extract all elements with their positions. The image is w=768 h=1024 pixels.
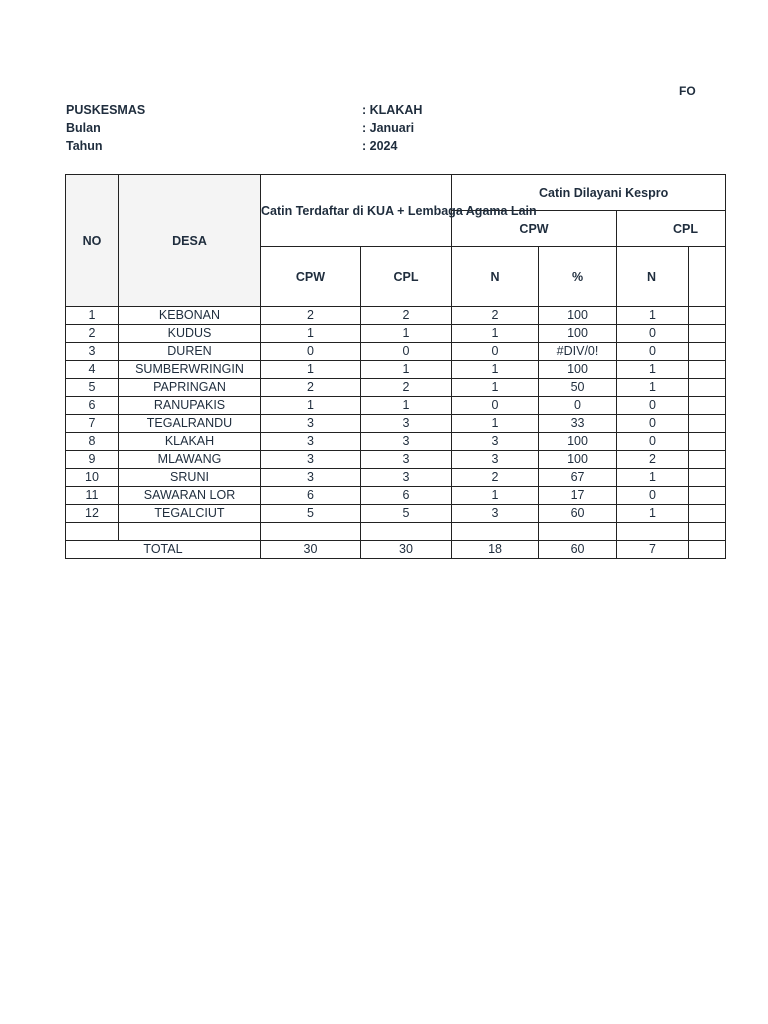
- cell-desa: DUREN: [119, 343, 261, 361]
- cell-n: 3: [452, 451, 539, 469]
- cell-desa: SAWARAN LOR: [119, 487, 261, 505]
- cell-no: 9: [66, 451, 119, 469]
- cell-pct: 33: [539, 415, 617, 433]
- header-terdaftar-cpw: CPW: [261, 247, 361, 307]
- table-row-empty: [66, 523, 726, 541]
- cell-total-pct2: [689, 541, 726, 559]
- cell-pct: 100: [539, 325, 617, 343]
- cell-n: 2: [452, 469, 539, 487]
- cell-total-pct: 60: [539, 541, 617, 559]
- cell-pct: 100: [539, 433, 617, 451]
- cell-empty: [119, 523, 261, 541]
- cell-cpl: 1: [361, 397, 452, 415]
- cell-n: 1: [452, 379, 539, 397]
- cell-cpl: 2: [361, 307, 452, 325]
- cell-n2: 1: [617, 469, 689, 487]
- cell-n: 1: [452, 487, 539, 505]
- cell-pct2: [689, 397, 726, 415]
- cell-cpw: 6: [261, 487, 361, 505]
- cell-cpw: 0: [261, 343, 361, 361]
- header-desa: DESA: [119, 175, 261, 307]
- cell-desa: KUDUS: [119, 325, 261, 343]
- cell-n: 0: [452, 397, 539, 415]
- cell-pct2: [689, 469, 726, 487]
- cell-pct2: [689, 505, 726, 523]
- cell-pct2: [689, 451, 726, 469]
- cell-total-label: TOTAL: [66, 541, 261, 559]
- header-no: NO: [66, 175, 119, 307]
- cell-n2: 0: [617, 487, 689, 505]
- table-row: [66, 361, 726, 379]
- cell-total-n: 18: [452, 541, 539, 559]
- cell-desa: TEGALRANDU: [119, 415, 261, 433]
- cell-pct: 100: [539, 307, 617, 325]
- cell-no: 6: [66, 397, 119, 415]
- table-row: [66, 433, 726, 451]
- cell-pct: 100: [539, 361, 617, 379]
- cell-cpw: 3: [261, 433, 361, 451]
- cell-no: 10: [66, 469, 119, 487]
- cell-n2: 1: [617, 307, 689, 325]
- cell-cpl: 3: [361, 451, 452, 469]
- cell-empty: [66, 523, 119, 541]
- cell-cpw: 3: [261, 451, 361, 469]
- cell-no: 5: [66, 379, 119, 397]
- cell-empty: [689, 523, 726, 541]
- meta-tahun-value: : 2024: [362, 139, 398, 153]
- cell-cpl: 0: [361, 343, 452, 361]
- cell-n: 1: [452, 361, 539, 379]
- cell-pct2: [689, 433, 726, 451]
- cell-pct2: [689, 307, 726, 325]
- cell-n2: 0: [617, 415, 689, 433]
- cell-empty: [361, 523, 452, 541]
- table-row: [66, 343, 726, 361]
- meta-puskesmas-value: : KLAKAH: [362, 103, 423, 117]
- cell-pct: 17: [539, 487, 617, 505]
- cell-pct2: [689, 379, 726, 397]
- header-dilayani-cpl: CPL: [617, 211, 726, 247]
- cell-pct: 67: [539, 469, 617, 487]
- table-row: [66, 379, 726, 397]
- header-dilayani-cpw: CPW: [452, 211, 617, 247]
- cell-n: 1: [452, 415, 539, 433]
- cell-cpw: 1: [261, 361, 361, 379]
- cell-total-n2: 7: [617, 541, 689, 559]
- meta-bulan-value: : Januari: [362, 121, 415, 135]
- cell-cpl: 1: [361, 361, 452, 379]
- cell-cpl: 3: [361, 433, 452, 451]
- header-dilayani-cpw-pct: %: [539, 247, 617, 307]
- cell-desa: KLAKAH: [119, 433, 261, 451]
- table-row-total: [66, 541, 726, 559]
- header-dilayani-cpl-n: N: [617, 247, 689, 307]
- cell-pct: 100: [539, 451, 617, 469]
- cell-cpw: 1: [261, 325, 361, 343]
- cell-pct2: [689, 361, 726, 379]
- cell-cpw: 3: [261, 415, 361, 433]
- cell-cpl: 6: [361, 487, 452, 505]
- cell-cpl: 1: [361, 325, 452, 343]
- cell-pct2: [689, 487, 726, 505]
- meta-tahun-label: Tahun: [66, 139, 103, 153]
- table-row: [66, 415, 726, 433]
- table-row: [66, 487, 726, 505]
- cell-cpl: 2: [361, 379, 452, 397]
- cell-no: 1: [66, 307, 119, 325]
- table-row: [66, 325, 726, 343]
- cell-desa: SRUNI: [119, 469, 261, 487]
- cell-pct: #DIV/0!: [539, 343, 617, 361]
- cell-n2: 1: [617, 379, 689, 397]
- cell-n: 1: [452, 325, 539, 343]
- cell-pct: 0: [539, 397, 617, 415]
- cell-cpw: 2: [261, 379, 361, 397]
- cell-pct2: [689, 325, 726, 343]
- cell-empty: [261, 523, 361, 541]
- table-row: [66, 397, 726, 415]
- cell-empty: [539, 523, 617, 541]
- cell-n2: 1: [617, 505, 689, 523]
- cell-pct: 60: [539, 505, 617, 523]
- cell-n: 0: [452, 343, 539, 361]
- cell-no: 8: [66, 433, 119, 451]
- cell-desa: KEBONAN: [119, 307, 261, 325]
- cell-n2: 1: [617, 361, 689, 379]
- header-dilayani-cpl-pct: [689, 247, 726, 307]
- cell-no: 2: [66, 325, 119, 343]
- cell-empty: [452, 523, 539, 541]
- cell-cpw: 2: [261, 307, 361, 325]
- cell-no: 4: [66, 361, 119, 379]
- cell-n2: 0: [617, 433, 689, 451]
- header-dilayani-cpw-n: N: [452, 247, 539, 307]
- cell-cpw: 5: [261, 505, 361, 523]
- header-catin-terdaftar: Catin Terdaftar di KUA + Lembaga Agama Lain: [261, 175, 452, 247]
- cell-pct2: [689, 415, 726, 433]
- cell-desa: TEGALCIUT: [119, 505, 261, 523]
- cell-desa: MLAWANG: [119, 451, 261, 469]
- cell-desa: RANUPAKIS: [119, 397, 261, 415]
- cell-total-cpw: 30: [261, 541, 361, 559]
- cell-empty: [617, 523, 689, 541]
- cell-n: 2: [452, 307, 539, 325]
- cell-n: 3: [452, 505, 539, 523]
- cell-cpl: 3: [361, 469, 452, 487]
- cell-total-cpl: 30: [361, 541, 452, 559]
- table-row: [66, 307, 726, 325]
- cell-cpl: 3: [361, 415, 452, 433]
- table-row: [66, 505, 726, 523]
- cell-desa: SUMBERWRINGIN: [119, 361, 261, 379]
- meta-puskesmas-label: PUSKESMAS: [66, 103, 146, 117]
- cell-no: 12: [66, 505, 119, 523]
- cell-cpw: 3: [261, 469, 361, 487]
- meta-bulan-label: Bulan: [66, 121, 101, 135]
- cell-n2: 0: [617, 325, 689, 343]
- cell-n2: 0: [617, 397, 689, 415]
- header-terdaftar-cpl: CPL: [361, 247, 452, 307]
- cell-n2: 2: [617, 451, 689, 469]
- cell-no: 11: [66, 487, 119, 505]
- cell-no: 3: [66, 343, 119, 361]
- cell-n: 3: [452, 433, 539, 451]
- cell-n2: 0: [617, 343, 689, 361]
- form-code: FO: [679, 84, 696, 98]
- report-table: [65, 174, 726, 559]
- table-row: [66, 469, 726, 487]
- cell-no: 7: [66, 415, 119, 433]
- cell-cpw: 1: [261, 397, 361, 415]
- table-row: [66, 451, 726, 469]
- report-table-wrap: [65, 174, 699, 559]
- cell-pct: 50: [539, 379, 617, 397]
- cell-pct2: [689, 343, 726, 361]
- cell-cpl: 5: [361, 505, 452, 523]
- header-catin-dilayani: Catin Dilayani Kespro: [452, 175, 726, 211]
- cell-desa: PAPRINGAN: [119, 379, 261, 397]
